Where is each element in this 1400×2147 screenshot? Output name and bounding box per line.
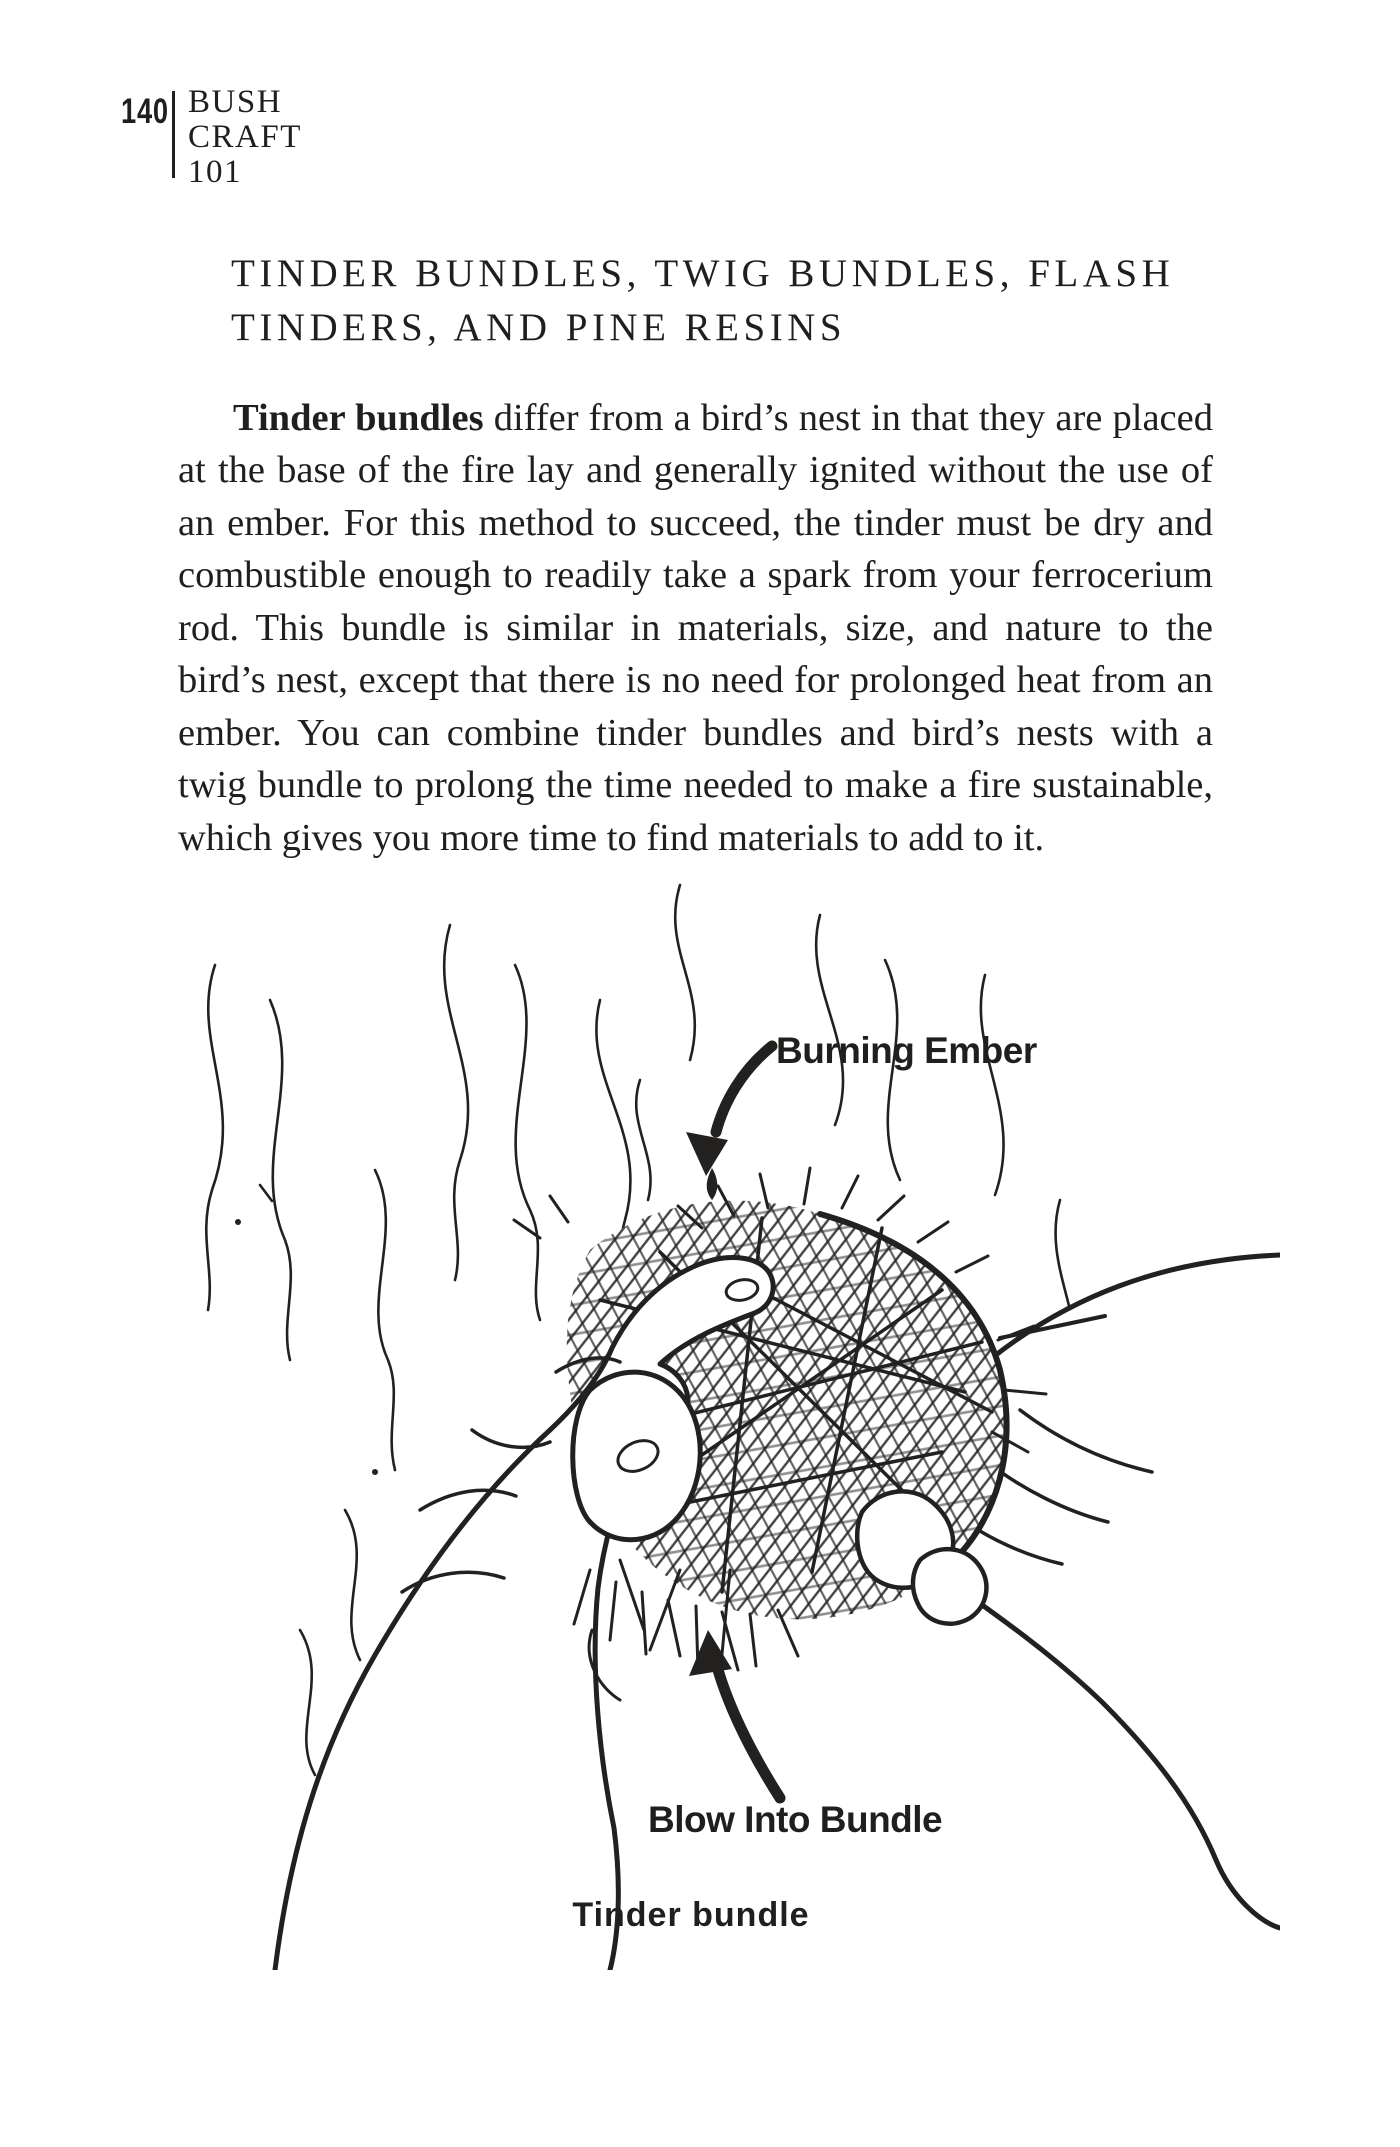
page-number: 140 — [121, 92, 169, 131]
book-title — [188, 85, 302, 190]
body-paragraph — [178, 392, 1213, 865]
book-title-line: 101 — [188, 154, 242, 190]
section-heading-line: TINDER BUNDLES, TWIG BUNDLES, FLASH — [231, 252, 1175, 295]
burning-ember-dot — [707, 1168, 718, 1200]
burning-ember-label: Burning Ember — [776, 1030, 1037, 1071]
section-heading — [231, 247, 1174, 355]
book-title-line: BUSH — [188, 84, 283, 120]
header-divider — [172, 91, 175, 178]
figure-caption: Tinder bundle — [572, 1896, 810, 1934]
paragraph-text: differ from a bird’s nest in that they are placed at the base of the fire lay and generally ignited without the use of an ember. For this method to succeed, the tinder must be dry and combustible enough to readily take a spark from your ferrocerium rod. This bundle is similar in materials, size, and nature to the bird’s nest, except that there is no need for prolonged heat from an ember. You can combine tinder bundles and bird’s nests with a twig bundle to prolong the time needed to make a fire sustainable, which gives you more time to find materials to add to it. — [178, 396, 1213, 859]
book-title-line: CRAFT — [188, 119, 302, 155]
section-heading-line: TINDERS, AND PINE RESINS — [231, 306, 847, 349]
blow-into-bundle-label: Blow Into Bundle — [648, 1799, 943, 1840]
paragraph-lead-term: Tinder bundles — [233, 396, 484, 439]
burning-ember-arrow — [686, 1046, 772, 1176]
